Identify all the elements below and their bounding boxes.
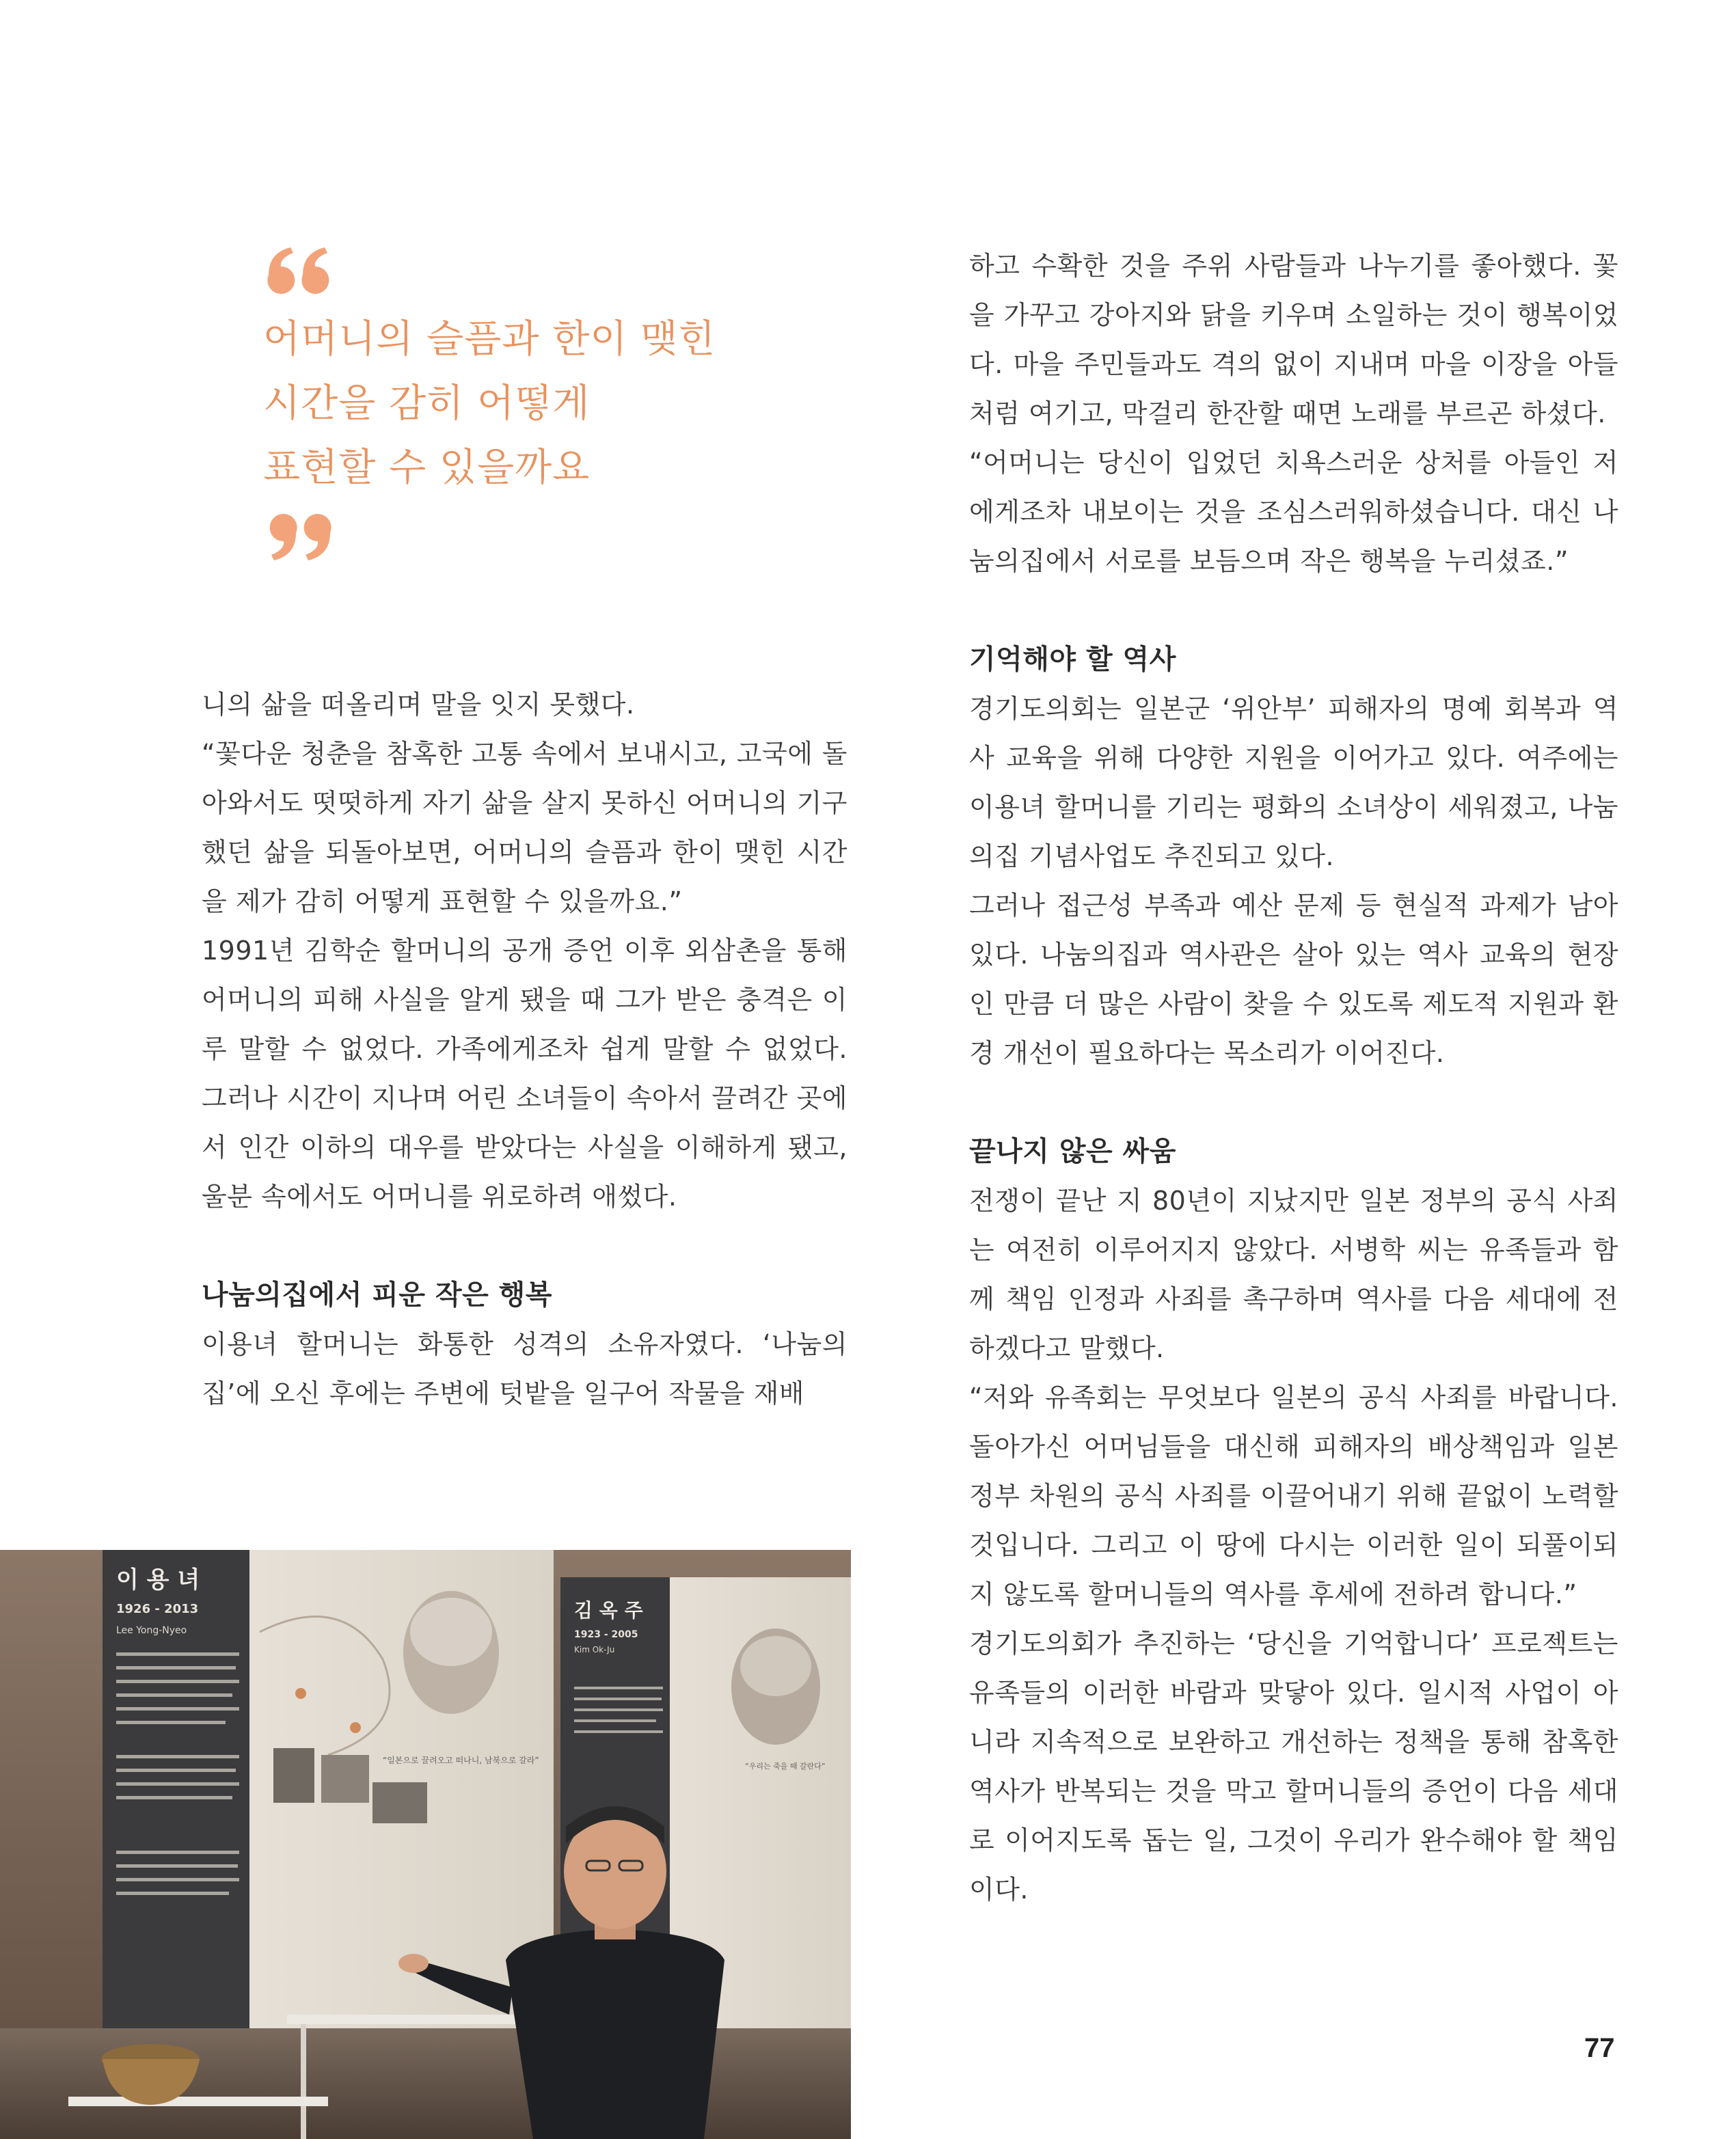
body-paragraph: “꽃다운 청춘을 참혹한 고통 속에서 보내시고, 고국에 돌아와서도 떳떳하게 자기 삶을 살지 못하신 어머니의 기구했던 삶을 되돌아보면, 어머니의 슬픔과 한이 맺힌 시간을 제가 감히 어떻게 표현할 수 있을까요.” bbox=[202, 739, 847, 916]
museum-photo bbox=[0, 1550, 851, 2139]
close-quote-icon bbox=[263, 514, 338, 569]
panel-right-roman: Kim Ok-Ju bbox=[574, 1645, 615, 1654]
panel-right-years: 1923 - 2005 bbox=[574, 1629, 638, 1640]
section-title: 나눔의집에서 피운 작은 행복 bbox=[202, 1279, 552, 1311]
pull-quote-line: 어머니의 슬픔과 한이 맺힌 bbox=[263, 317, 716, 362]
body-paragraph: 1991년 김학순 할머니의 공개 증언 이후 외삼촌을 통해 어머니의 피해 사실을 알게 됐을 때 그가 받은 충격은 이루 말할 수 없었다. 가족에게조차 쉽게 말할 수 없었다. 그러나 시간이 지나며 어린 소녀들이 속아서 끌려간 곳에서 인간 이하의 대우를 받았다는 사실을 이해하게 됐고, 울분 속에서도 어머니를 위로하려 애썼다. bbox=[202, 936, 847, 1212]
museum-photo-illustration bbox=[0, 1550, 851, 2139]
panel-left-caption: “일본으로 끌려오고 떠나니, 남북으로 갈라” bbox=[383, 1756, 539, 1765]
pull-quote-line: 표현할 수 있을까요 bbox=[263, 446, 591, 490]
body-paragraph: 전쟁이 끝난 지 80년이 지났지만 일본 정부의 공식 사죄는 여전히 이루어지지 않았다. 서병학 씨는 유족들과 함께 책임 인정과 사죄를 촉구하며 역사를 다음 세대에 전하겠다고 말했다. bbox=[969, 1186, 1618, 1363]
pull-quote-text bbox=[263, 308, 742, 500]
open-quote-icon bbox=[263, 239, 338, 294]
pull-quote-line: 시간을 감히 어떻게 bbox=[263, 381, 591, 426]
panel-left-roman: Lee Yong-Nyeo bbox=[116, 1625, 187, 1636]
page-number: 77 bbox=[1584, 2033, 1615, 2063]
body-paragraph: 이용녀 할머니는 화통한 성격의 소유자였다. ‘나눔의 집’에 오신 후에는 주변에 텃밭을 일구어 작물을 재배 bbox=[202, 1329, 847, 1408]
pull-quote bbox=[263, 239, 742, 569]
left-column bbox=[202, 680, 847, 1418]
body-paragraph: 하고 수확한 것을 주위 사람들과 나누기를 좋아했다. 꽃을 가꾸고 강아지와 닭을 키우며 소일하는 것이 행복이었다. 마을 주민들과도 격의 없이 지내며 마을 이장을 아들처럼 여기고, 막걸리 한잔할 때면 노래를 부르곤 하셨다. bbox=[969, 251, 1618, 428]
section-title: 끝나지 않은 싸움 bbox=[969, 1136, 1176, 1167]
body-paragraph: 경기도의회가 추진하는 ‘당신을 기억합니다’ 프로젝트는 유족들의 이러한 바람과 맞닿아 있다. 일시적 사업이 아니라 지속적으로 보완하고 개선하는 정책을 통해 참혹한 역사가 반복되는 것을 막고 할머니들의 증언이 다음 세대로 이어지도록 돕는 일, 그것이 우리가 완수해야 할 책임이다. bbox=[969, 1629, 1618, 1905]
body-paragraph: “어머니는 당신이 입었던 치욕스러운 상처를 아들인 저에게조차 내보이는 것을 조심스러워하셨습니다. 대신 나눔의집에서 서로를 보듬으며 작은 행복을 누리셨죠.” bbox=[969, 448, 1618, 576]
panel-right-name: 김 옥 주 bbox=[574, 1599, 643, 1622]
panel-left-name: 이 용 녀 bbox=[116, 1566, 200, 1594]
body-paragraph: 니의 삶을 떠올리며 말을 잇지 못했다. bbox=[202, 690, 635, 720]
section-title: 기억해야 할 역사 bbox=[969, 644, 1176, 675]
panel-right-caption: “우리는 죽을 때 갈란다” bbox=[745, 1762, 826, 1771]
body-paragraph: 경기도의회는 일본군 ‘위안부’ 피해자의 명예 회복과 역사 교육을 위해 다양한 지원을 이어가고 있다. 여주에는 이용녀 할머니를 기리는 평화의 소녀상이 세워졌고, 나눔의집 기념사업도 추진되고 있다. bbox=[969, 694, 1618, 871]
panel-left-years: 1926 - 2013 bbox=[116, 1602, 199, 1616]
right-column bbox=[969, 241, 1618, 1914]
body-paragraph: “저와 유족회는 무엇보다 일본의 공식 사죄를 바랍니다. 돌아가신 어머님들을 대신해 피해자의 배상책임과 일본 정부 차원의 공식 사죄를 이끌어내기 위해 끝없이 노력할 것입니다. 그리고 이 땅에 다시는 이러한 일이 되풀이되지 않도록 할머니들의 역사를 후세에 전하려 합니다.” bbox=[969, 1382, 1618, 1609]
body-paragraph: 그러나 접근성 부족과 예산 문제 등 현실적 과제가 남아 있다. 나눔의집과 역사관은 살아 있는 역사 교육의 현장인 만큼 더 많은 사람이 찾을 수 있도록 제도적 지원과 환경 개선이 필요하다는 목소리가 이어진다. bbox=[969, 890, 1618, 1068]
